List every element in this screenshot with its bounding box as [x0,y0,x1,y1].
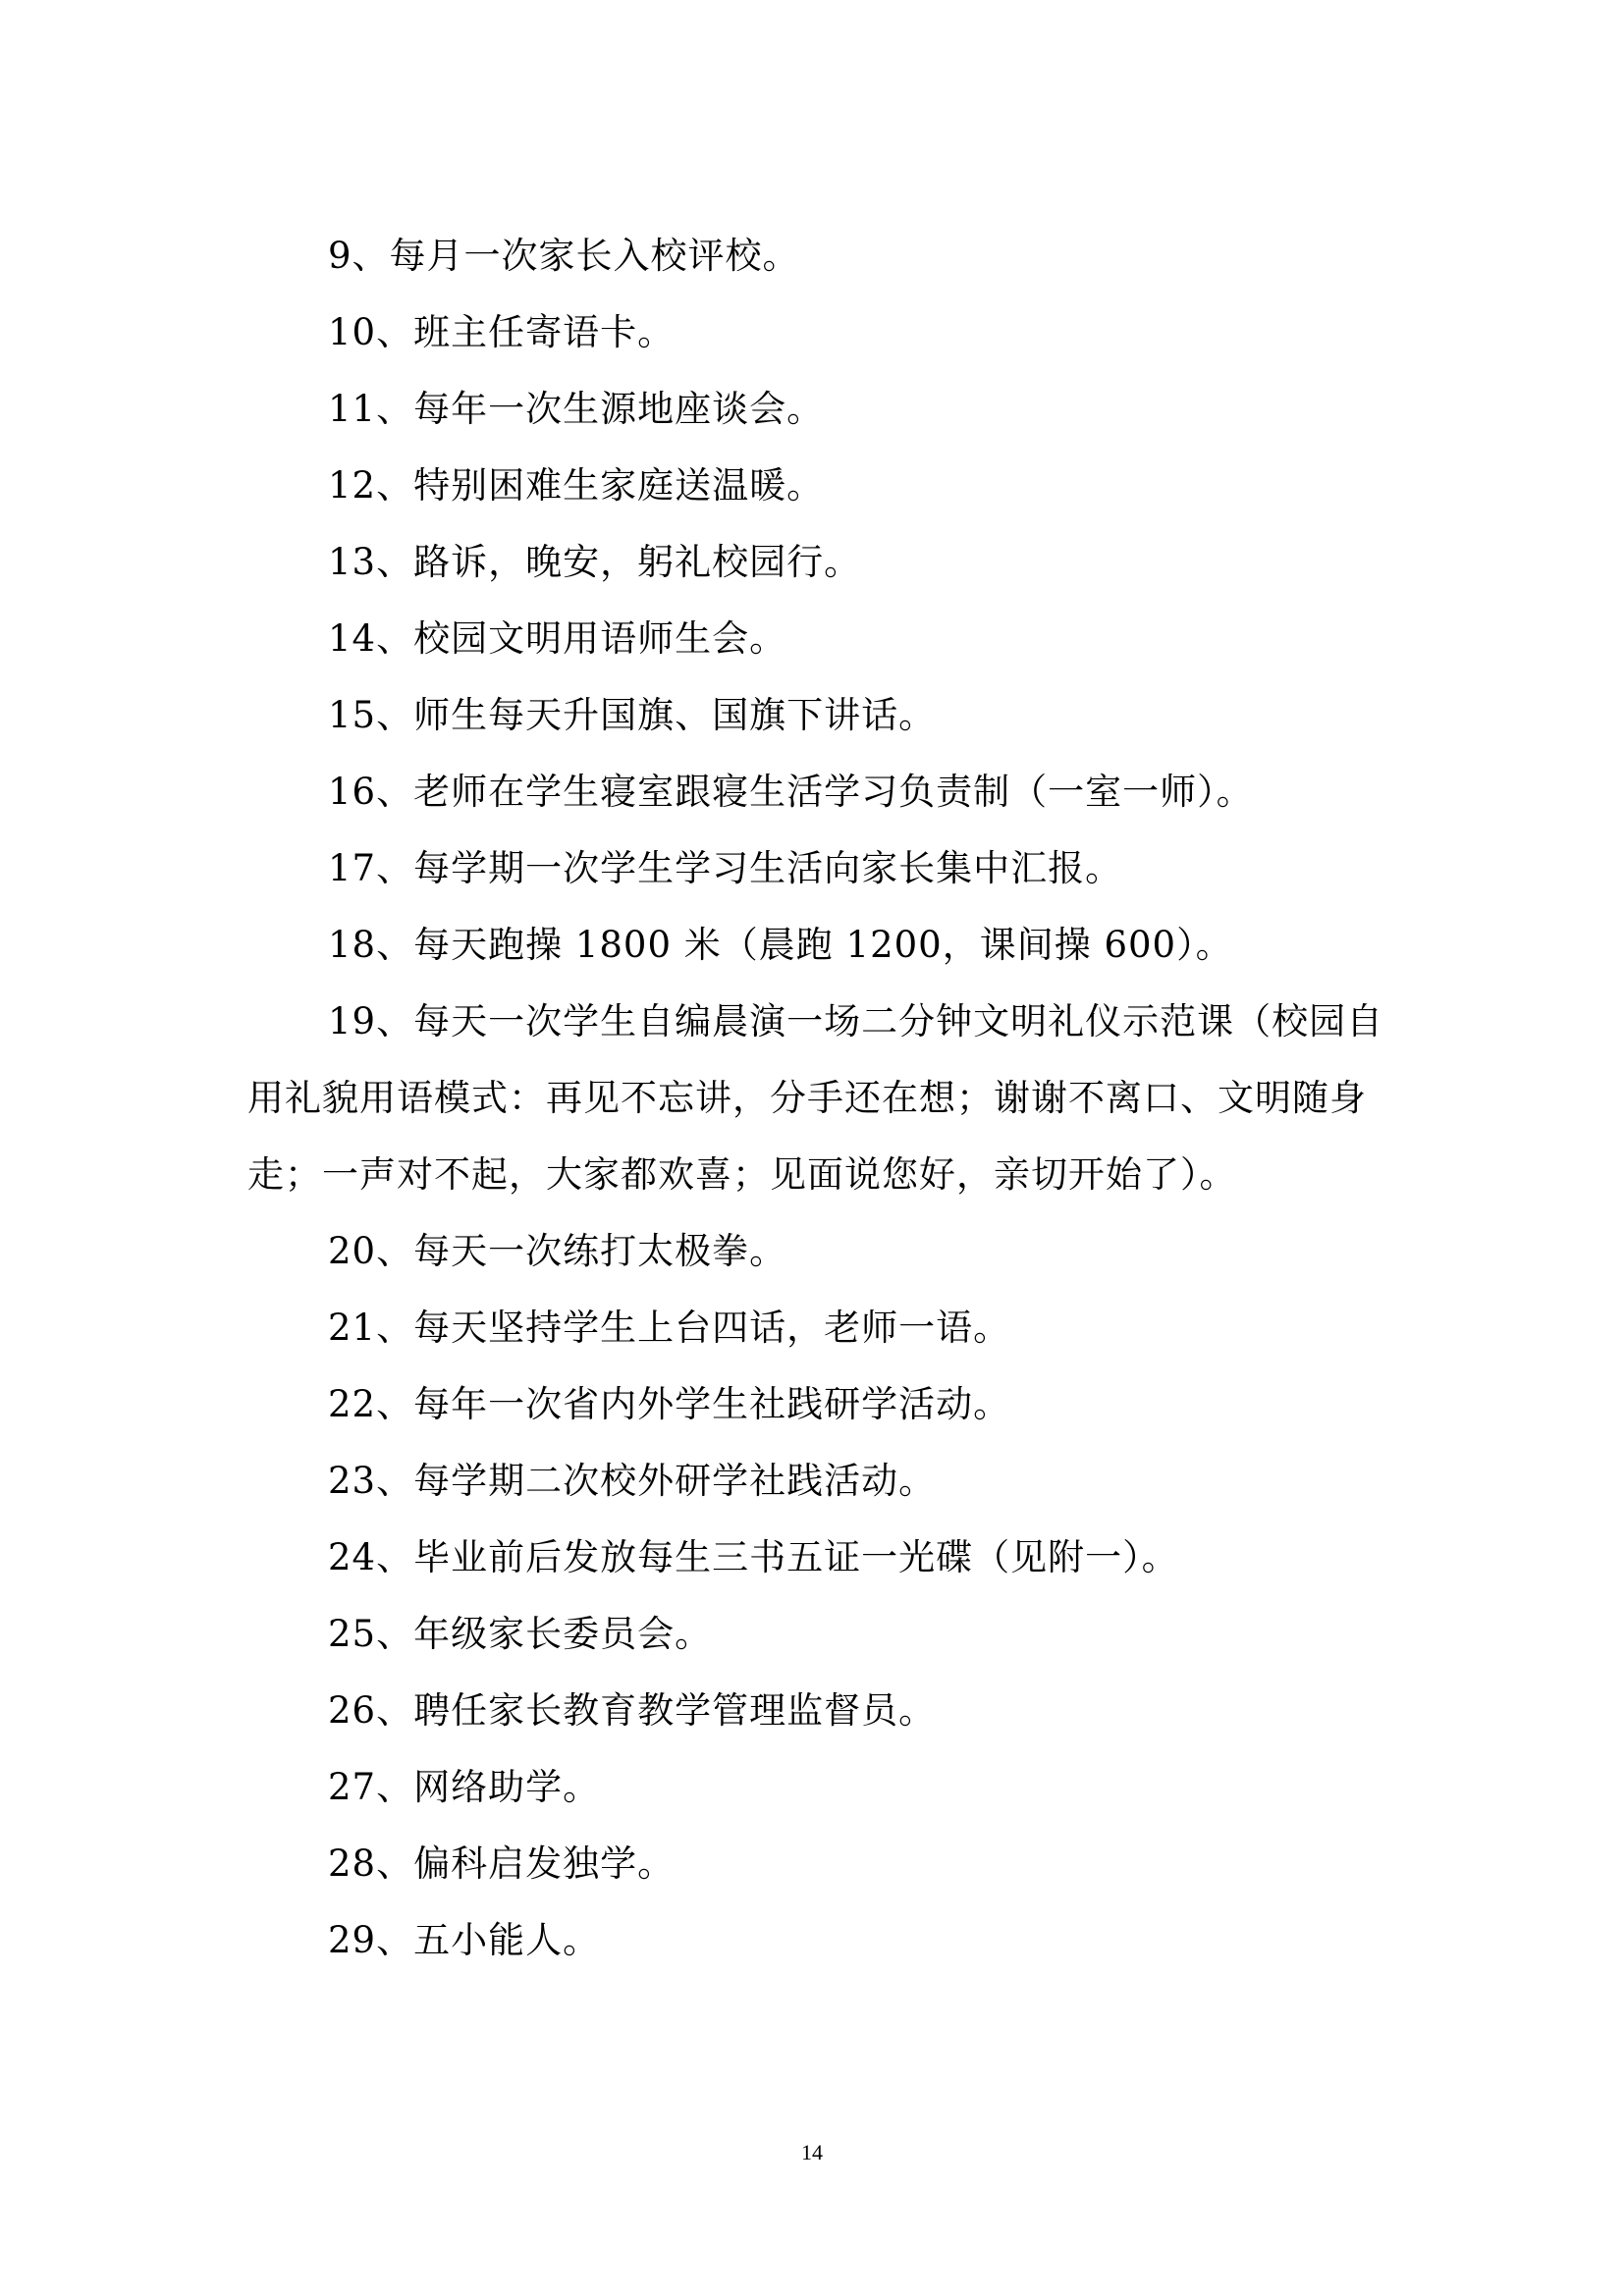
list-item: 15、师生每天升国旗、国旗下讲话。 [328,694,937,736]
list-item: 19、每天一次学生自编晨演一场二分钟文明礼仪示范课（校园自用礼貌用语模式：再见不忘讲，分手还在想；谢谢不离口、文明随身走；一声对不起，大家都欢喜；见面说您好，亲切开始了）。 [247,1000,1384,1196]
list-item: 14、校园文明用语师生会。 [328,617,787,660]
list-item: 11、每年一次生源地座谈会。 [328,388,825,430]
list-item: 20、每天一次练打太极拳。 [328,1230,787,1272]
list-item: 28、偏科启发独学。 [328,1842,676,1885]
list-item: 9、每月一次家长入校评校。 [328,235,800,277]
list-item: 18、每天跑操 1800 米（晨跑 1200，课间操 600）。 [328,924,1233,966]
list-item: 23、每学期二次校外研学社践活动。 [328,1460,937,1502]
list-item: 22、每年一次省内外学生社践研学活动。 [328,1383,1011,1425]
list-item: 27、网络助学。 [328,1766,601,1808]
list-item: 10、班主任寄语卡。 [328,311,676,353]
list-item: 17、每学期一次学生学习生活向家长集中汇报。 [328,847,1123,889]
list-item: 21、每天坚持学生上台四话，老师一语。 [328,1307,1011,1349]
list-item: 29、五小能人。 [328,1919,601,1961]
list-item: 26、聘任家长教育教学管理监督员。 [328,1689,937,1732]
page-number: 14 [801,2140,823,2164]
list-item: 12、特别困难生家庭送温暖。 [328,464,825,507]
list-item: 25、年级家长委员会。 [328,1613,713,1655]
list-item: 16、老师在学生寝室跟寝生活学习负责制（一室一师）。 [328,771,1254,813]
list-item: 24、毕业前后发放每生三书五证一光碟（见附一）。 [328,1536,1179,1578]
list-item: 13、路诉，晚安，躬礼校园行。 [328,541,862,583]
document-body [247,218,1391,1979]
